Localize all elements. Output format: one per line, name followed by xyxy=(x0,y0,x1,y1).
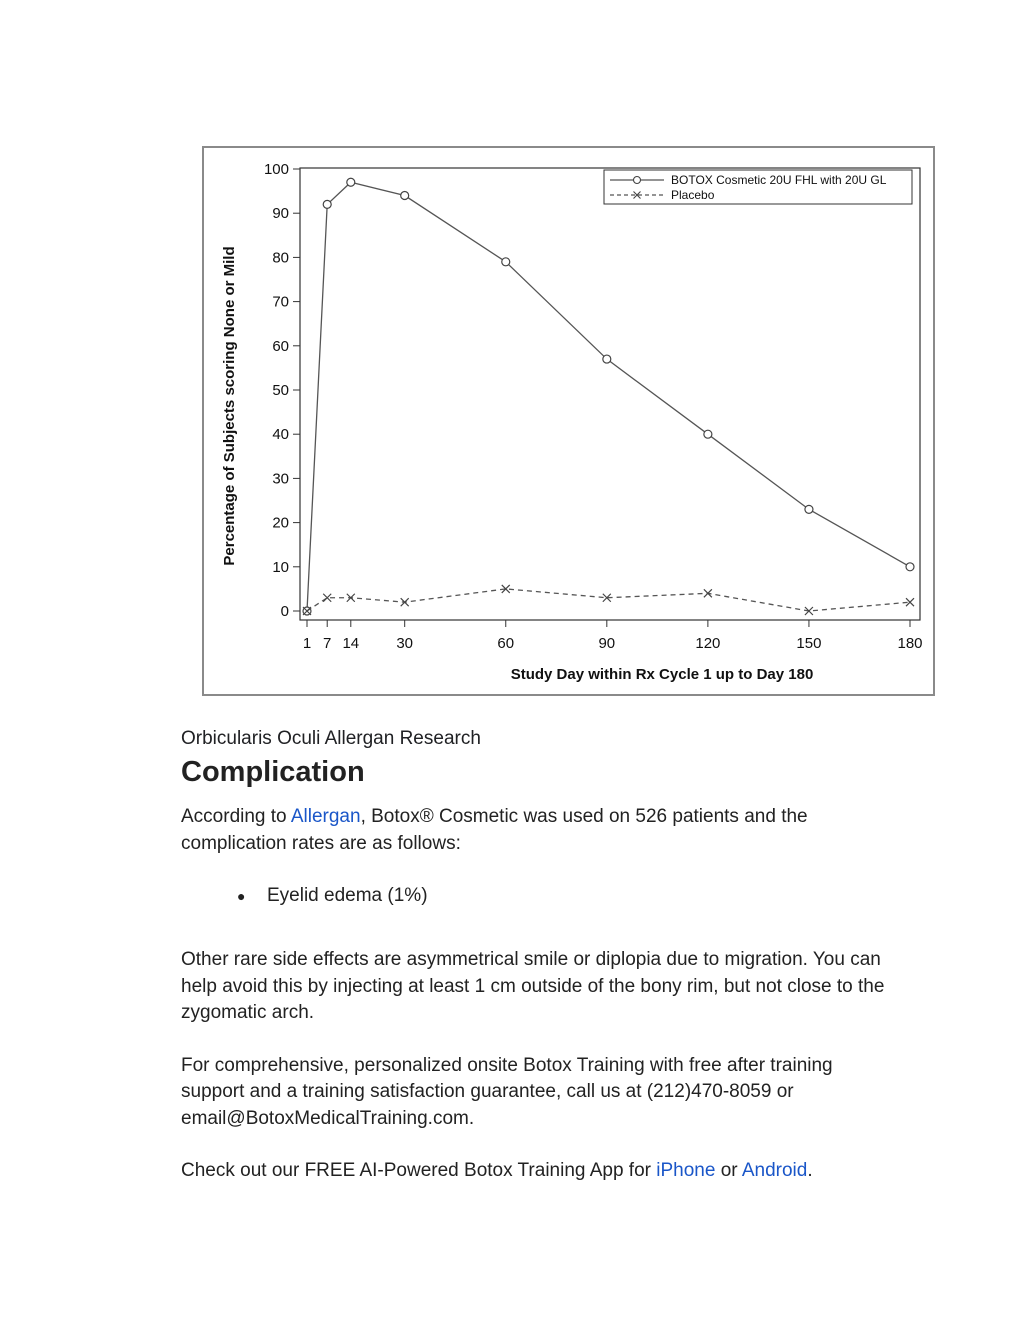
data-point-botox xyxy=(603,355,611,363)
y-tick-label: 30 xyxy=(272,470,289,488)
y-tick-label: 10 xyxy=(272,558,289,576)
y-tick-label: 40 xyxy=(272,426,289,444)
article-body xyxy=(181,726,901,1211)
x-tick-label: 1 xyxy=(302,635,312,652)
app-text-after: . xyxy=(807,1160,813,1181)
y-tick-label: 20 xyxy=(272,514,289,532)
data-point-botox xyxy=(347,178,355,186)
plot-area-border xyxy=(300,168,920,620)
list-item-text: Eyelid edema (1%) xyxy=(267,885,428,906)
x-tick-label: 90 xyxy=(598,635,616,652)
data-point-botox xyxy=(805,505,813,513)
android-link[interactable]: Android xyxy=(741,1160,808,1181)
app-text-middle: or xyxy=(715,1160,742,1181)
intro-text-before: According to xyxy=(181,806,291,827)
data-point-placebo xyxy=(323,594,331,602)
app-paragraph xyxy=(181,1158,901,1185)
figure-caption: Orbicularis Oculi Allergan Research xyxy=(181,728,481,749)
iphone-link[interactable]: iPhone xyxy=(656,1160,716,1181)
x-tick-label: 120 xyxy=(695,635,721,652)
line-chart xyxy=(204,148,933,694)
data-point-placebo xyxy=(347,594,355,602)
bullet-icon: ● xyxy=(237,888,246,904)
side-effects-paragraph: Other rare side effects are asymmetrical smile or diplopia due to migration. You can help avoid this by injecting at least 1 cm outside of the bony rim, but not close to the zygomatic arch. xyxy=(181,949,885,1023)
x-tick-label: 180 xyxy=(897,635,923,652)
y-tick-label: 60 xyxy=(272,337,289,355)
data-point-botox xyxy=(502,258,510,266)
data-point-botox xyxy=(704,430,712,438)
chart-figure xyxy=(202,146,935,696)
training-paragraph: For comprehensive, personalized onsite Botox Training with free after training support and a training satisfaction guarantee, call us at (212)470-8059 or email@BotoxMedicalTraining.com. xyxy=(181,1054,833,1129)
x-tick-label: 30 xyxy=(396,635,414,652)
y-tick-label: 70 xyxy=(272,293,289,311)
y-tick-label: 90 xyxy=(272,205,289,223)
data-point-botox xyxy=(906,563,914,571)
intro-paragraph xyxy=(181,804,901,857)
data-point-botox xyxy=(401,192,409,200)
data-point-botox xyxy=(323,200,331,208)
y-tick-label: 80 xyxy=(272,249,289,267)
y-tick-label: 50 xyxy=(272,382,289,399)
section-heading: Complication xyxy=(181,756,365,788)
legend-label: Placebo xyxy=(671,188,715,202)
y-tick-label: 0 xyxy=(280,603,289,620)
complication-list xyxy=(181,883,901,909)
app-text-before: Check out our FREE AI-Powered Botox Training App for xyxy=(181,1160,657,1181)
y-tick-label: 100 xyxy=(263,161,289,178)
legend-label: BOTOX Cosmetic 20U FHL with 20U GL xyxy=(671,173,887,187)
x-tick-label: 7 xyxy=(323,635,332,652)
legend-marker-circle xyxy=(634,177,641,184)
y-axis-title: Percentage of Subjects scoring None or Mild xyxy=(221,246,238,566)
x-tick-label: 60 xyxy=(497,635,515,652)
allergan-link[interactable]: Allergan xyxy=(290,806,361,827)
x-tick-label: 14 xyxy=(342,635,360,652)
x-tick-label: 150 xyxy=(796,635,822,652)
list-item xyxy=(237,883,901,909)
series-line-botox xyxy=(307,182,910,611)
x-axis-title: Study Day within Rx Cycle 1 up to Day 180 xyxy=(510,666,814,683)
intro-text-after: , Botox® Cosmetic was used on 526 patients and the complication rates are as follows: xyxy=(181,806,808,854)
